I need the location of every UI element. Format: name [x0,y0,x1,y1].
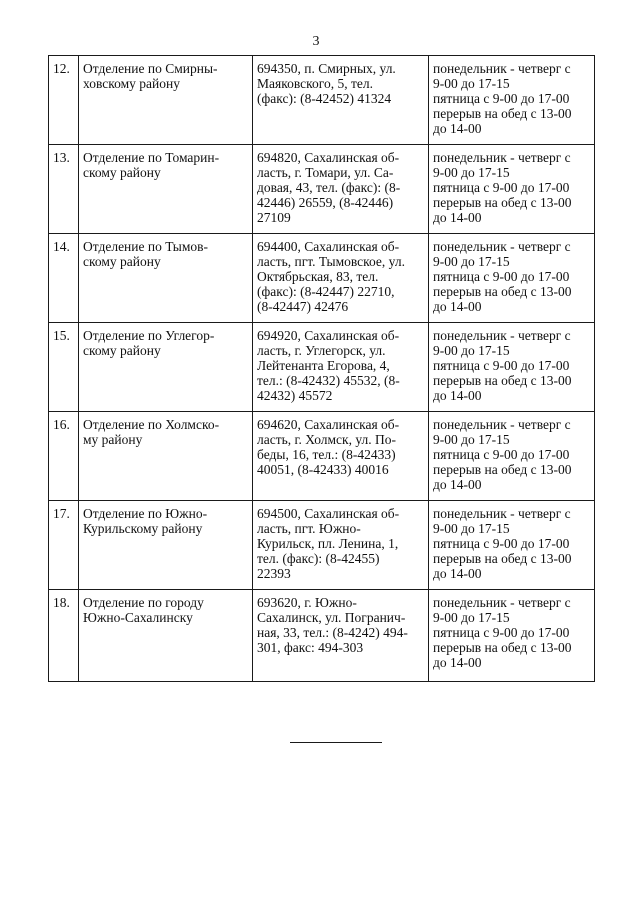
row-number: 17. [49,501,79,590]
office-name: Отделение по Томарин- скому району [79,145,253,234]
office-address: 694820, Сахалинская об- ласть, г. Томари, ул. Са- довая, 43, тел. (факс): (8- 42446) 26559, (8-42446) 27109 [253,145,429,234]
table-row [49,56,595,145]
offices-table [48,55,595,682]
office-name: Отделение по Южно- Курильскому району [79,501,253,590]
office-address: 694500, Сахалинская об- ласть, пгт. Южно- Курильск, пл. Ленина, 1, тел. (факс): (8-42455) 22393 [253,501,429,590]
table-row [49,590,595,682]
office-hours: понедельник - четверг с 9-00 до 17-15 пятница с 9-00 до 17-00 перерыв на обед с 13-00 до 14-00 [429,56,595,145]
table-row [49,234,595,323]
office-name: Отделение по Смирны- ховскому району [79,56,253,145]
office-address: 694350, п. Смирных, ул. Маяковского, 5, тел. (факс): (8-42452) 41324 [253,56,429,145]
table-row [49,412,595,501]
row-number: 12. [49,56,79,145]
office-address: 694620, Сахалинская об- ласть, г. Холмск, ул. По- беды, 16, тел.: (8-42433) 40051, (8-42433) 40016 [253,412,429,501]
table-row [49,145,595,234]
office-hours: понедельник - четверг с 9-00 до 17-15 пятница с 9-00 до 17-00 перерыв на обед с 13-00 до 14-00 [429,412,595,501]
office-hours: понедельник - четверг с 9-00 до 17-15 пятница с 9-00 до 17-00 перерыв на обед с 13-00 до 14-00 [429,590,595,682]
office-address: 694400, Сахалинская об- ласть, пгт. Тымовское, ул. Октябрьская, 83, тел. (факс): (8-42447) 22710, (8-42447) 42476 [253,234,429,323]
office-hours: понедельник - четверг с 9-00 до 17-15 пятница с 9-00 до 17-00 перерыв на обед с 13-00 до 14-00 [429,323,595,412]
office-address: 694920, Сахалинская об- ласть, г. Углегорск, ул. Лейтенанта Егорова, 4, тел.: (8-42432) 45532, (8- 42432) 45572 [253,323,429,412]
office-hours: понедельник - четверг с 9-00 до 17-15 пятница с 9-00 до 17-00 перерыв на обед с 13-00 до 14-00 [429,145,595,234]
office-name: Отделение по городу Южно-Сахалинску [79,590,253,682]
office-hours: понедельник - четверг с 9-00 до 17-15 пятница с 9-00 до 17-00 перерыв на обед с 13-00 до 14-00 [429,501,595,590]
office-name: Отделение по Холмско- му району [79,412,253,501]
office-name: Отделение по Тымов- скому району [79,234,253,323]
page-number: 3 [312,34,320,49]
row-number: 15. [49,323,79,412]
office-hours: понедельник - четверг с 9-00 до 17-15 пятница с 9-00 до 17-00 перерыв на обед с 13-00 до 14-00 [429,234,595,323]
row-number: 14. [49,234,79,323]
office-address: 693620, г. Южно- Сахалинск, ул. Погранич- ная, 33, тел.: (8-4242) 494- 301, факс: 494-303 [253,590,429,682]
row-number: 18. [49,590,79,682]
table-row [49,501,595,590]
end-of-document-rule [290,742,382,743]
table-row [49,323,595,412]
office-name: Отделение по Углегор- скому району [79,323,253,412]
row-number: 13. [49,145,79,234]
row-number: 16. [49,412,79,501]
